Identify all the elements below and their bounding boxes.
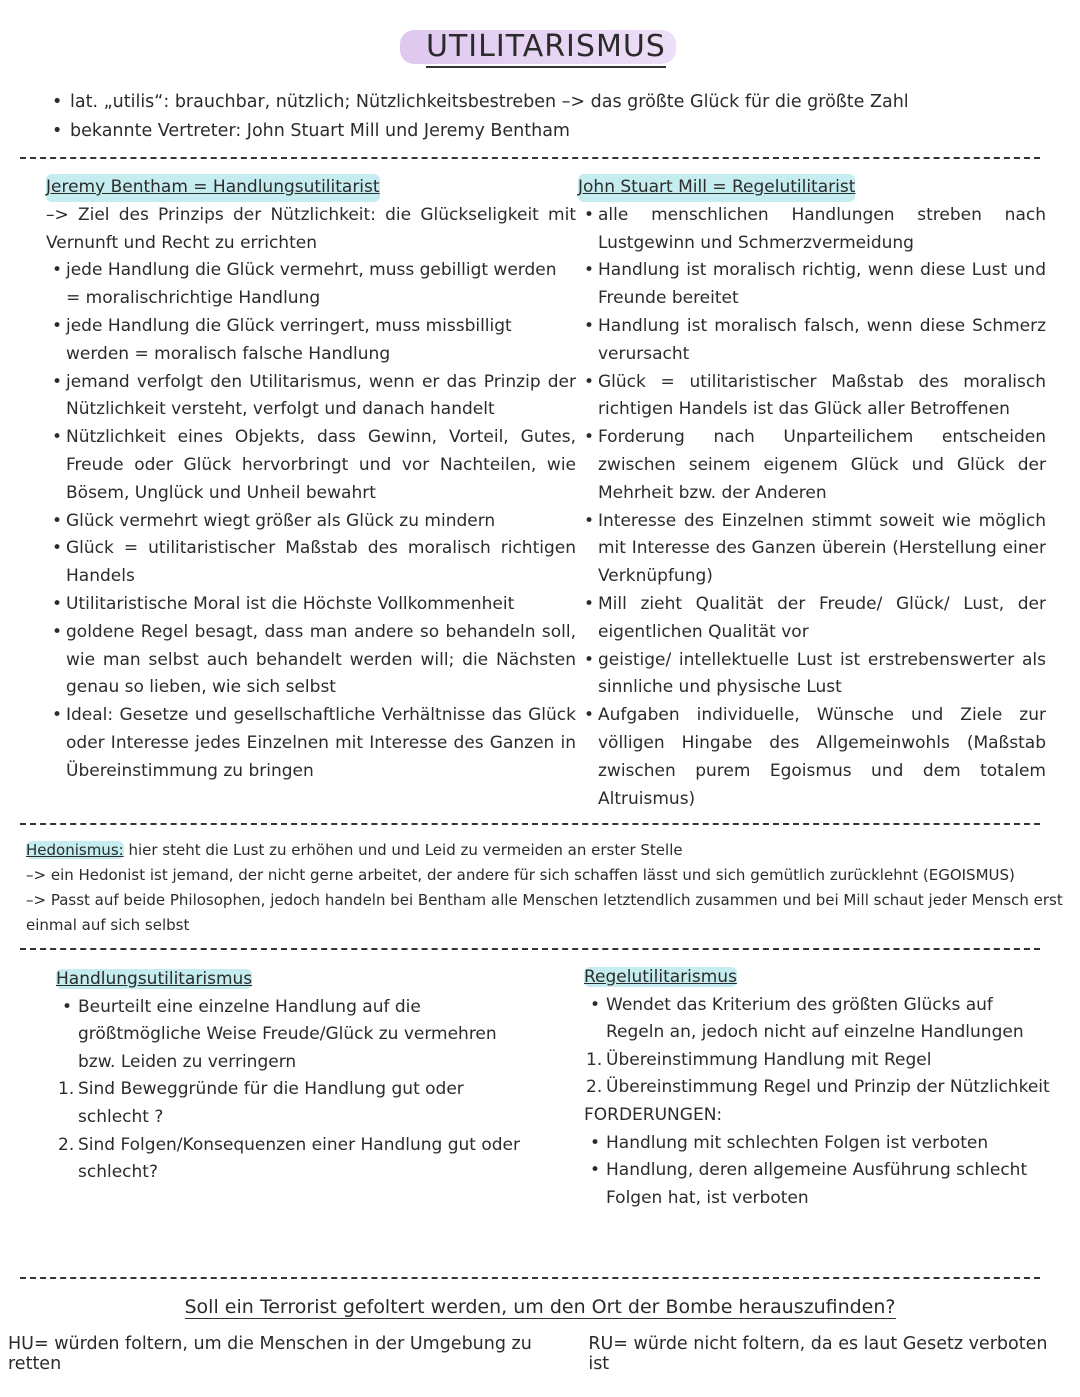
- ru-item-1-text: Übereinstimmung Handlung mit Regel: [606, 1049, 932, 1070]
- hu-section: [56, 966, 526, 1187]
- hu-heading: Handlungsutilitarismus: [56, 969, 253, 989]
- divider: [20, 823, 1040, 825]
- divider: [20, 948, 1040, 950]
- bentham-item: • goldene Regel besagt, dass man andere so behandeln soll, wie man selbst auch behandelt werden will; die Nächsten genau so lieben, wie sich selbst: [46, 619, 576, 702]
- hu-question-2-text: Sind Folgen/Konsequenzen einer Handlung gut oder schlecht?: [78, 1134, 520, 1183]
- mill-item: • Glück = utilitaristischer Maßstab des moralisch richtigen Handels ist das Glück aller Betroffenen: [578, 369, 1046, 425]
- question-text: Soll ein Terrorist gefoltert werden, um den Ort der Bombe herauszufinden?: [184, 1296, 896, 1318]
- mill-item: • Aufgaben individuelle, Wünsche und Ziele zur völligen Hingabe des Allgemeinwohls (Maßstab zwischen purem Egoismus und dem totalem Altruismus): [578, 702, 1046, 813]
- hedonism-definition: hier steht die Lust zu erhöhen und und Leid zu vermeiden an erster Stelle: [123, 841, 683, 859]
- ru-heading: Regelutilitarismus: [584, 967, 737, 987]
- bentham-item: • Nützlichkeit eines Objekts, dass Gewinn, Vorteil, Gutes, Freude oder Glück hervorbringt und vor Nachteilen, wie Bösem, Unglück und Unheil bewahrt: [46, 424, 576, 507]
- bentham-item: • Glück vermehrt wiegt größer als Glück zu mindern: [46, 508, 576, 536]
- bentham-item: • Ideal: Gesetze und gesellschaftliche Verhältnisse das Glück oder Interesse jedes Einzelnen mit Interesse des Ganzen in Übereinstimmung zu bringen: [46, 702, 576, 785]
- ru-section: [584, 964, 1054, 1212]
- hedonism-section: [26, 838, 1076, 938]
- answer-ru: RU= würde nicht foltern, da es laut Gesetz verboten ist: [588, 1334, 1048, 1374]
- title-highlight: [400, 30, 676, 64]
- hu-question-1-text: Sind Beweggründe für die Handlung gut oder schlecht ?: [78, 1079, 464, 1127]
- hedonism-term: Hedonismus:: [26, 841, 124, 859]
- divider: [20, 157, 1040, 159]
- ru-demands-label: FORDERUNGEN:: [584, 1104, 723, 1125]
- bentham-heading: Jeremy Bentham = Handlungsutilitarist: [46, 174, 380, 202]
- ru-bullet: • Wendet das Kriterium des größten Glücks auf Regeln an, jedoch nicht auf einzelne Handlungen: [584, 992, 1054, 1047]
- mill-item: • Mill zieht Qualität der Freude/ Glück/ Lust, der eigentlichen Qualität vor: [578, 591, 1046, 647]
- mill-item: • Forderung nach Unparteilichem entscheiden zwischen seinem eigenem Glück und Glück der Mehrheit bzw. der Anderen: [578, 424, 1046, 507]
- answer-hu: HU= würden foltern, um die Menschen in der Umgebung zu retten: [8, 1334, 532, 1374]
- bentham-item: • jemand verfolgt den Utilitarismus, wenn er das Prinzip der Nützlichkeit versteht, verfolgt und danach handelt: [46, 369, 576, 425]
- ru-demand: • Handlung, deren allgemeine Ausführung schlecht Folgen hat, ist verboten: [584, 1157, 1054, 1212]
- hedonism-line: –> ein Hedonist ist jemand, der nicht gerne arbeitet, der andere für sich schaffen lässt und sich gemütlich zurücklehnt (EGOISMUS): [26, 866, 1015, 884]
- mill-column: [578, 174, 1046, 813]
- question-line: [0, 1296, 1080, 1318]
- mill-item: • Interesse des Einzelnen stimmt soweit wie möglich mit Interesse des Ganzen überein (Herstellung einer Verknüpfung): [578, 508, 1046, 591]
- ru-demand: • Handlung mit schlechten Folgen ist verboten: [584, 1130, 1054, 1158]
- ru-item-2: 2. Übereinstimmung Regel und Prinzip der Nützlichkeit: [586, 1077, 1050, 1098]
- intro-list: [52, 88, 1052, 146]
- ru-item-1: 1. Übereinstimmung Handlung mit Regel: [586, 1049, 932, 1070]
- mill-item: • Handlung ist moralisch falsch, wenn diese Schmerz verursacht: [578, 313, 1046, 369]
- bentham-lead: –> Ziel des Prinzips der Nützlichkeit: die Glückseligkeit mit Vernunft und Recht zu errichten: [46, 204, 576, 253]
- bentham-column: [46, 174, 576, 786]
- bentham-item: • Glück = utilitaristischer Maßstab des moralisch richtigen Handels: [46, 535, 576, 591]
- page-title: UTILITARISMUS: [426, 28, 666, 68]
- hedonism-line: –> Passt auf beide Philosophen, jedoch handeln bei Bentham alle Menschen letztendlich zusammen und bei Mill schaut jeder Mensch erst einmal auf sich selbst: [26, 891, 1063, 934]
- divider: [20, 1277, 1040, 1279]
- intro-item: • bekannte Vertreter: John Stuart Mill und Jeremy Bentham: [52, 117, 1052, 146]
- ru-item-2-text: Übereinstimmung Regel und Prinzip der Nützlichkeit: [606, 1077, 1050, 1098]
- mill-item: • alle menschlichen Handlungen streben nach Lustgewinn und Schmerzvermeidung: [578, 202, 1046, 258]
- hu-question-2: 2. Sind Folgen/Konsequenzen einer Handlung gut oder schlecht?: [58, 1134, 520, 1183]
- bentham-item: • Utilitaristische Moral ist die Höchste Vollkommenheit: [46, 591, 576, 619]
- intro-item: • lat. „utilis“: brauchbar, nützlich; Nützlichkeitsbestreben –> das größte Glück für die größte Zahl: [52, 88, 1052, 117]
- answers-row: [8, 1334, 1072, 1374]
- bentham-item: • jede Handlung die Glück verringert, muss missbilligt werden = moralisch falsche Handlung: [46, 313, 576, 369]
- mill-heading: John Stuart Mill = Regelutilitarist: [578, 174, 855, 202]
- mill-item: • Handlung ist moralisch richtig, wenn diese Lust und Freunde bereitet: [578, 257, 1046, 313]
- hu-bullet: • Beurteilt eine einzelne Handlung auf die größtmögliche Weise Freude/Glück zu vermehren bzw. Leiden zu verringern: [56, 994, 526, 1077]
- bentham-item: • jede Handlung die Glück vermehrt, muss gebilligt werden = moralischrichtige Handlung: [46, 257, 576, 313]
- hu-question-1: 1. Sind Beweggründe für die Handlung gut oder schlecht ?: [58, 1079, 464, 1127]
- mill-item: • geistige/ intellektuelle Lust ist erstrebenswerter als sinnliche und physische Lust: [578, 647, 1046, 703]
